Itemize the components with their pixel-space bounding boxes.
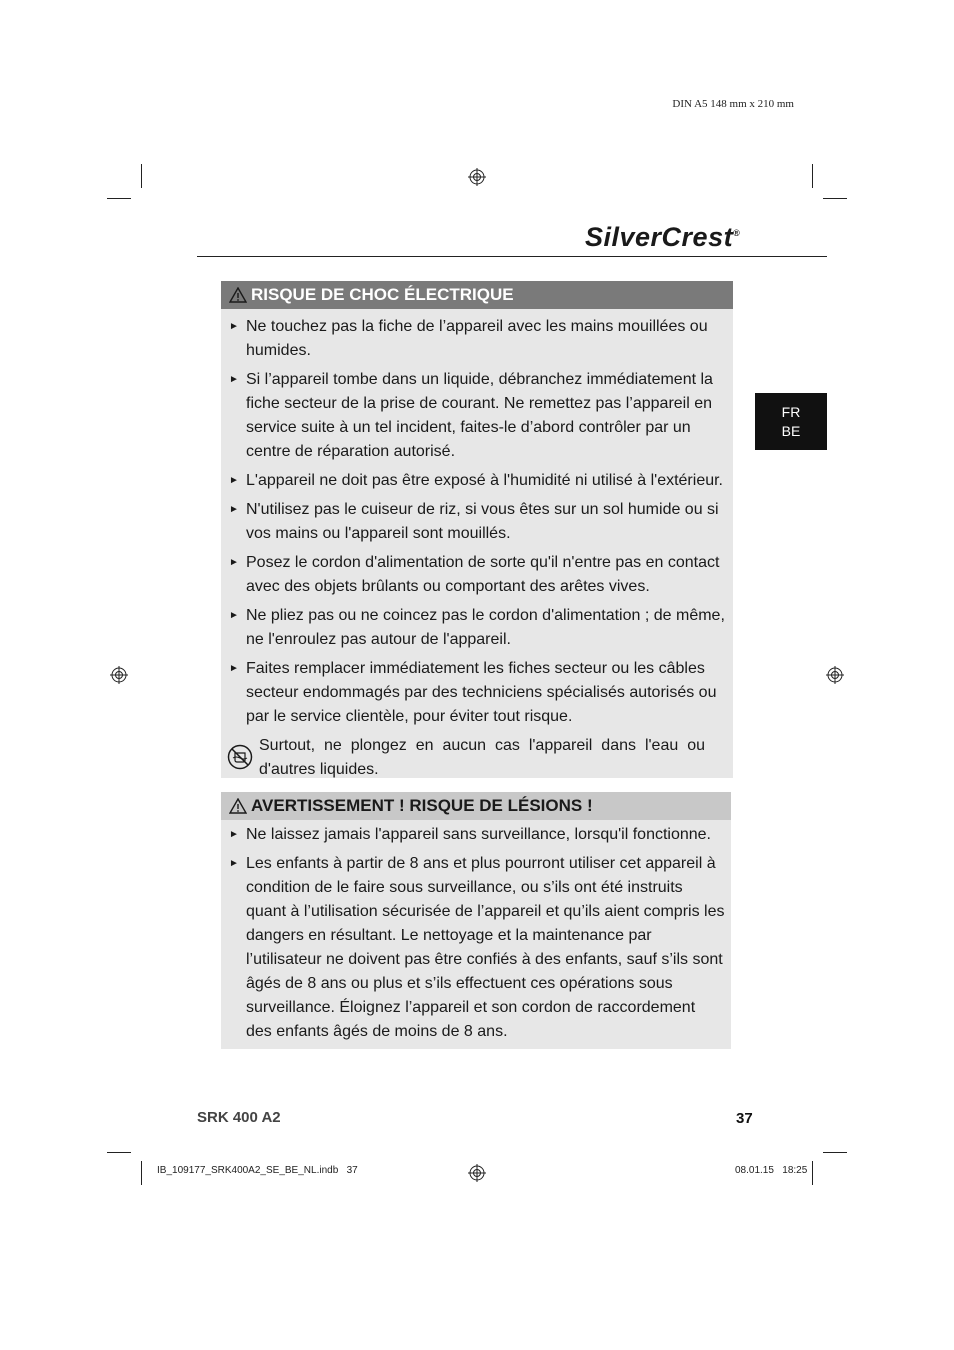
brand-name: SilverCrest (585, 222, 734, 252)
header-rule (197, 256, 827, 257)
registration-mark-icon (826, 666, 844, 684)
bullet-arrow-icon: ► (229, 475, 239, 486)
list-item-text: N'utilisez pas le cuiseur de riz, si vous êtes sur un sol humide ou si vos mains ou l'appareil sont mouillés. (246, 501, 719, 542)
list-item-text: Si l’appareil tombe dans un liquide, débranchez immédiatement la fiche secteur de la prise de courant. Ne remettez pas l’appareil en service suite à un tel incident, faites-le d’abord contrôler par un centre de réparation autorisé. (246, 371, 713, 460)
bullet-arrow-icon: ► (229, 321, 239, 332)
list-item-text: Ne laissez jamais l'appareil sans surveillance, lorsqu'il fonctionne. (246, 826, 711, 843)
model-number: SRK 400 A2 (197, 1109, 281, 1126)
crop-mark (823, 198, 847, 199)
bullet-arrow-icon: ► (229, 829, 239, 840)
electric-shock-title: RISQUE DE CHOC ÉLECTRIQUE (251, 285, 514, 304)
bullet-arrow-icon: ► (229, 504, 239, 515)
injury-list (221, 820, 731, 1044)
list-item-text: Ne touchez pas la fiche de l’appareil avec les mains mouillées ou humides. (246, 318, 708, 359)
no-immersion-note (221, 734, 733, 788)
crop-mark (107, 1152, 131, 1153)
list-item (221, 657, 727, 729)
list-item (221, 852, 725, 1044)
list-item-text: Les enfants à partir de 8 ans et plus pourront utiliser cet appareil à condition de le faire sous surveillance, ou s’ils ont été instruits quant à l’utilisation sécurisée de l’appareil et qu’ils aient compris les dangers en résultant. Le nettoyage et la maintenance par l’utilisateur ne doivent pas être confiés à des enfants, sauf s’ils sont âgés de 8 ans ou plus et s’ils effectuent ces opérations sous surveillance. Éloignez l’appareil et son cordon de raccordement des enfants âgés de moins de 8 ans. (246, 855, 725, 1040)
bullet-arrow-icon: ► (229, 557, 239, 568)
crop-mark (141, 164, 142, 188)
print-spec: DIN A5 148 mm x 210 mm (672, 98, 794, 110)
electric-shock-list (221, 309, 733, 729)
list-item-text: Posez le cordon d'alimentation de sorte qu'il n'entre pas en contact avec des objets brûlants ou comportant des arêtes vives. (246, 554, 720, 595)
crop-mark (812, 164, 813, 188)
list-item-text: L'appareil ne doit pas être exposé à l'humidité ni utilisé à l'extérieur. (246, 472, 723, 489)
brand-logo (585, 222, 740, 253)
list-item (221, 823, 725, 847)
bullet-arrow-icon: ► (229, 858, 239, 869)
registration-mark-icon (468, 1164, 486, 1182)
injury-warning-box (221, 792, 731, 1049)
language-code-fr: FR (781, 404, 801, 420)
crop-mark (107, 198, 131, 199)
list-item (221, 315, 727, 363)
crop-mark (141, 1161, 142, 1185)
list-item (221, 469, 727, 493)
registration-mark-icon (110, 666, 128, 684)
list-item (221, 604, 727, 652)
no-immersion-text: Surtout, ne plongez en aucun cas l'appareil dans l'eau ou d'autres liquides. (259, 737, 705, 778)
print-file-info: IB_109177_SRK400A2_SE_BE_NL.indb 37 (157, 1165, 358, 1176)
language-tab (755, 393, 827, 450)
crop-mark (823, 1152, 847, 1153)
electric-shock-warning-box (221, 281, 733, 778)
bullet-arrow-icon: ► (229, 663, 239, 674)
bullet-arrow-icon: ► (229, 610, 239, 621)
page-number: 37 (736, 1110, 753, 1127)
language-code-be: BE (781, 423, 801, 439)
bullet-arrow-icon: ► (229, 374, 239, 385)
list-item (221, 551, 727, 599)
warning-triangle-icon (229, 798, 247, 814)
electric-shock-heading (221, 281, 733, 309)
no-immersion-icon (227, 744, 253, 770)
brand-registered-mark: ® (733, 228, 741, 238)
injury-title: AVERTISSEMENT ! RISQUE DE LÉSIONS ! (251, 796, 593, 815)
injury-heading (221, 792, 731, 820)
list-item (221, 498, 727, 546)
list-item-text: Ne pliez pas ou ne coincez pas le cordon d'alimentation ; de même, ne l'enroulez pas autour de l'appareil. (246, 607, 725, 648)
crop-mark (812, 1161, 813, 1185)
print-date-info: 08.01.15 18:25 (735, 1165, 808, 1176)
warning-triangle-icon (229, 287, 247, 303)
list-item-text: Faites remplacer immédiatement les fiches secteur ou les câbles secteur endommagés par des techniciens spécialisés autorisés ou par le service clientèle, pour éviter tout risque. (246, 660, 717, 725)
registration-mark-icon (468, 168, 486, 186)
list-item (221, 368, 727, 464)
